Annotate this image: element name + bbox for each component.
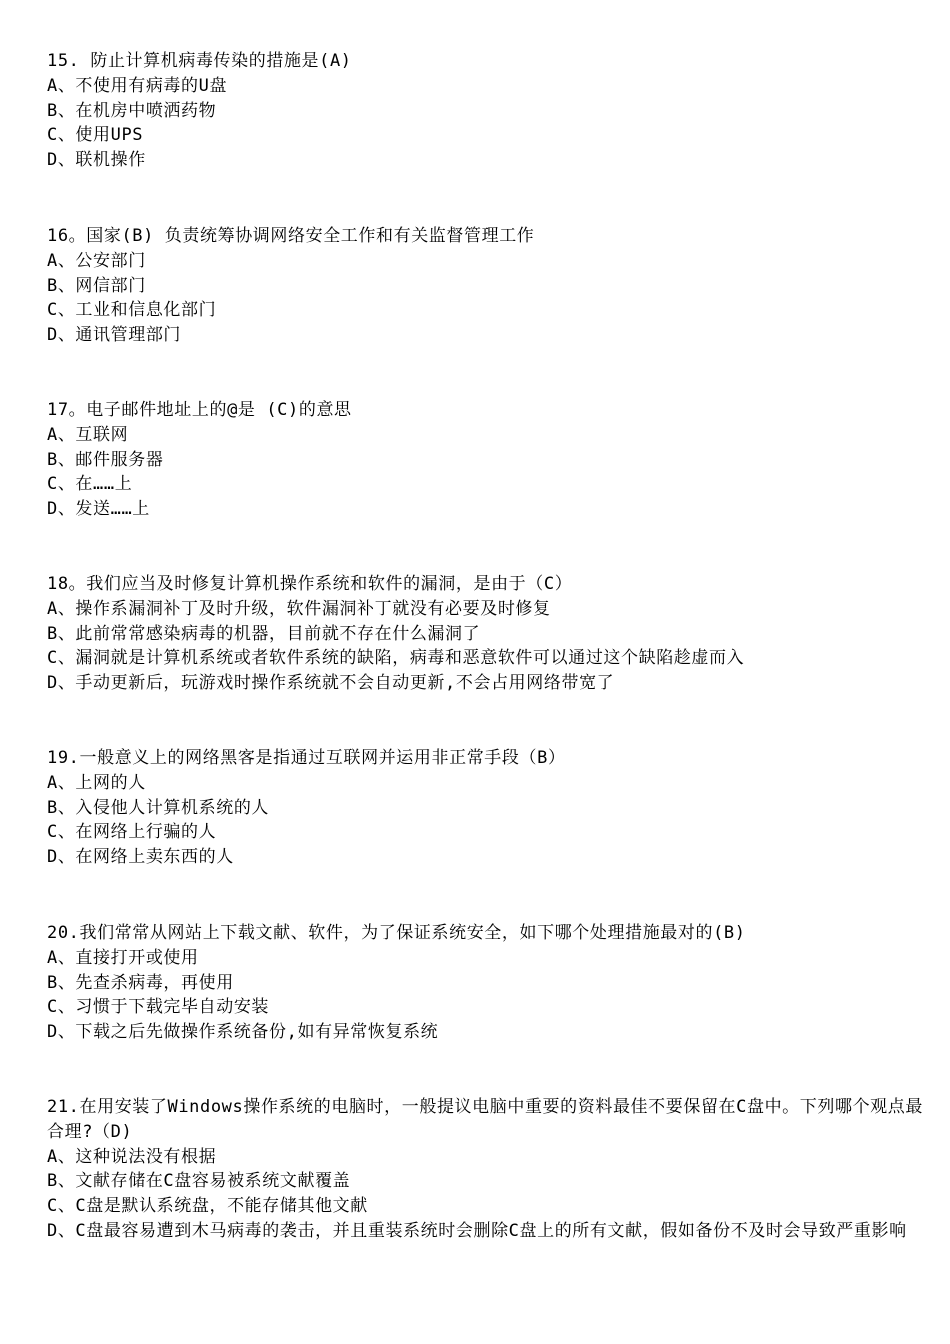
question-15 xyxy=(47,49,927,173)
option-a: A、互联网 xyxy=(47,424,129,445)
option-a: A、这种说法没有根据 xyxy=(47,1146,217,1167)
option-c: C、漏洞就是计算机系统或者软件系统的缺陷，病毒和恶意软件可以通过这个缺陷趁虚而入 xyxy=(47,648,745,669)
option-d: D、联机操作 xyxy=(47,150,146,171)
option-d: D、发送……上 xyxy=(47,499,150,520)
option-d: D、手动更新后，玩游戏时操作系统就不会自动更新,不会占用网络带宽了 xyxy=(47,673,615,694)
option-b: B、网信部门 xyxy=(47,275,146,296)
question-18 xyxy=(47,572,927,696)
option-b: B、先查杀病毒，再使用 xyxy=(47,972,234,993)
option-a: A、上网的人 xyxy=(47,772,146,793)
option-c: C、在网络上行骗的人 xyxy=(47,822,217,843)
question-text: 15. 防止计算机病毒传染的措施是(A) xyxy=(47,51,352,71)
option-b: B、邮件服务器 xyxy=(47,449,164,470)
option-d: D、下载之后先做操作系统备份,如有异常恢复系统 xyxy=(47,1022,439,1043)
question-16 xyxy=(47,224,927,348)
option-a: A、直接打开或使用 xyxy=(47,947,199,968)
question-21 xyxy=(47,1095,927,1244)
question-20 xyxy=(47,921,927,1045)
option-d: D、C盘最容易遭到木马病毒的袭击，并且重装系统时会删除C盘上的所有文献，假如备份不及时会导致严重影响 xyxy=(47,1220,907,1241)
option-c: C、使用UPS xyxy=(47,125,144,146)
question-text: 18。我们应当及时修复计算机操作系统和软件的漏洞，是由于（C） xyxy=(47,574,573,594)
question-text: 21.在用安装了Windows操作系统的电脑时，一般提议电脑中重要的资料最佳不要保留在C盘中。下列哪个观点最合理?（D) xyxy=(47,1097,923,1142)
option-a: A、不使用有病毒的U盘 xyxy=(47,75,228,96)
option-b: B、文献存储在C盘容易被系统文献覆盖 xyxy=(47,1171,351,1192)
question-19 xyxy=(47,746,927,870)
option-d: D、通讯管理部门 xyxy=(47,325,182,346)
question-17 xyxy=(47,398,927,522)
option-c: C、习惯于下载完毕自动安装 xyxy=(47,997,270,1018)
question-text: 17。电子邮件地址上的@是 (C)的意思 xyxy=(47,400,352,420)
option-b: B、入侵他人计算机系统的人 xyxy=(47,797,270,818)
question-text: 19.一般意义上的网络黑客是指通过互联网并运用非正常手段（B） xyxy=(47,748,566,768)
option-c: C、在……上 xyxy=(47,474,133,495)
question-text: 16。国家(B) 负责统筹协调网络安全工作和有关监督管理工作 xyxy=(47,226,535,246)
option-a: A、操作系漏洞补丁及时升级，软件漏洞补丁就没有必要及时修复 xyxy=(47,598,551,619)
option-c: C、C盘是默认系统盘，不能存储其他文献 xyxy=(47,1196,368,1217)
option-b: B、在机房中喷洒药物 xyxy=(47,100,217,121)
question-text: 20.我们常常从网站上下载文献、软件，为了保证系统安全，如下哪个处理措施最对的(B) xyxy=(47,923,746,943)
option-a: A、公安部门 xyxy=(47,250,146,271)
option-d: D、在网络上卖东西的人 xyxy=(47,847,234,868)
option-b: B、此前常常感染病毒的机器，目前就不存在什么漏洞了 xyxy=(47,623,481,644)
option-c: C、工业和信息化部门 xyxy=(47,300,217,321)
